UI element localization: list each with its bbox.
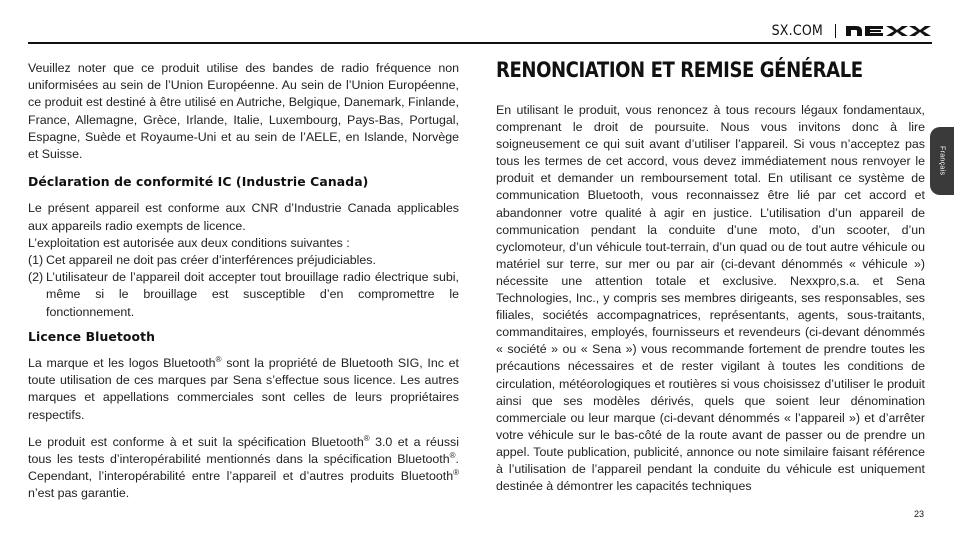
- brand-separator: [835, 24, 836, 38]
- bluetooth-license-heading: Licence Bluetooth: [28, 328, 156, 344]
- condition-number: (2): [28, 270, 44, 285]
- ic-compliance-text: Le présent appareil est conforme aux CNR d’Industrie Canada applicables aux appareils radio exempts de licence.: [28, 201, 459, 233]
- bluetooth-spec-text: Le produit est conforme à et suit la spécification Bluetooth® 3.0 et a réussi tous les tests d’interopérabilité mentionnés dans la spécification Bluetooth®. Cependant, l’interopérabilité entre l’appareil et d’autres produits Bluetooth® n’est pas garantie.: [28, 433, 459, 501]
- header-rule: [28, 42, 932, 44]
- eu-frequency-notice: Veuillez noter que ce produit utilise des bandes de radio fréquence non uniformisées au sein de l’Union Européenne. Au sein de l’Union Européenne, ce produit est destiné à être utilisé en Autriche, Belgique, Danemark, Finlande, France, Allemagne, Grèce, Irlande, Italie, Luxembourg, Pays-Bas, Portugal, Espagne, Suède et Royaume-Uni et au sein de l’AELE, en Islande, Norvège et Suisse.: [28, 61, 459, 162]
- condition-text: L’utilisateur de l’appareil doit accepter tout brouillage radio électrique subi, même si le brouillage est susceptible d’en compromettre le fonctionnement.: [46, 270, 459, 319]
- header-brand: [772, 21, 932, 41]
- section-title: RENONCIATION ET REMISE GÉNÉRALE: [496, 58, 863, 82]
- condition-text: Cet appareil ne doit pas créer d’interférences préjudiciables.: [46, 253, 376, 268]
- right-column: [496, 58, 925, 495]
- bluetooth-trademark-text: La marque et les logos Bluetooth® sont la propriété de Bluetooth SIG, Inc et toute utilisation de ces marques par Sena s’effectue sous licence. Les autres marques et appellations commerciales sont celles de leurs propriétaires respectifs.: [28, 354, 459, 422]
- language-tab-label: Français: [938, 146, 946, 176]
- condition-number: (1): [28, 253, 44, 268]
- condition-item: [28, 269, 459, 321]
- language-tab[interactable]: [930, 127, 954, 195]
- page-number: 23: [913, 509, 924, 519]
- left-column: [28, 60, 459, 503]
- brand-website: SX.COM: [771, 23, 823, 39]
- ic-declaration-heading: Déclaration de conformité IC (Industrie Canada): [28, 174, 369, 190]
- condition-item: [28, 252, 459, 269]
- nexx-logo-icon: [846, 25, 932, 37]
- ic-conditions-intro: L’exploitation est autorisée aux deux conditions suivantes :: [28, 235, 350, 250]
- disclaimer-body: En utilisant le produit, vous renoncez à tous recours légaux fondamentaux, comprenant le droit de poursuite. Nous vous invitons donc à lire soigneusement ce qui suit avant d’utiliser l’appareil. Si vous n’acceptez pas tous les termes de cet accord, vous devez immédiatement nous renvoyer le produit et demander un remboursement total. En utilisant ce système de communication Bluetooth, vous reconnaissez être lié par cet accord et abandonner votre qualité à agir en justice. L’utilisation d’un appareil de communication pendant la conduite d’une moto, d’un scooter, d’un cyclomoteur, d’un véhicule tout-terrain, d’un quad ou de tout autre véhicule ou matériel sur terre, sur mer ou par air (ci-devant dénommés « véhicule ») nécessite une attention totale et exclusive. Nexxpro,s.a. et Sena Technologies, Inc., y compris ses membres dirigeants, ses responsables, ses filiales, sociétés accompagnatrices, représentants, agents, sous-traitants, commanditaires, employés, fournisseurs et revendeurs (ci-devant dénommés « société » ou « Sena ») vous recommande fortement de prendre toutes les précautions nécessaires et de rester vigilant à toutes les conditions de circulation, météorologiques et routières si vous choisissez d’utiliser le produit ainsi que ses modèles dérivés, quels que soient leur dénomination commerciale ou leur marque (ci-devant dénommés « l’appareil ») et d’arrêter votre véhicule sur le bas-côté de la route avant de passer ou de prendre un appel. Toute publication, publicité, annonce ou note similaire faisant référence à l’utilisation de l’appareil pendant la conduite du véhicule est uniquement destinée à démontrer les capacités techniques: [496, 103, 925, 494]
